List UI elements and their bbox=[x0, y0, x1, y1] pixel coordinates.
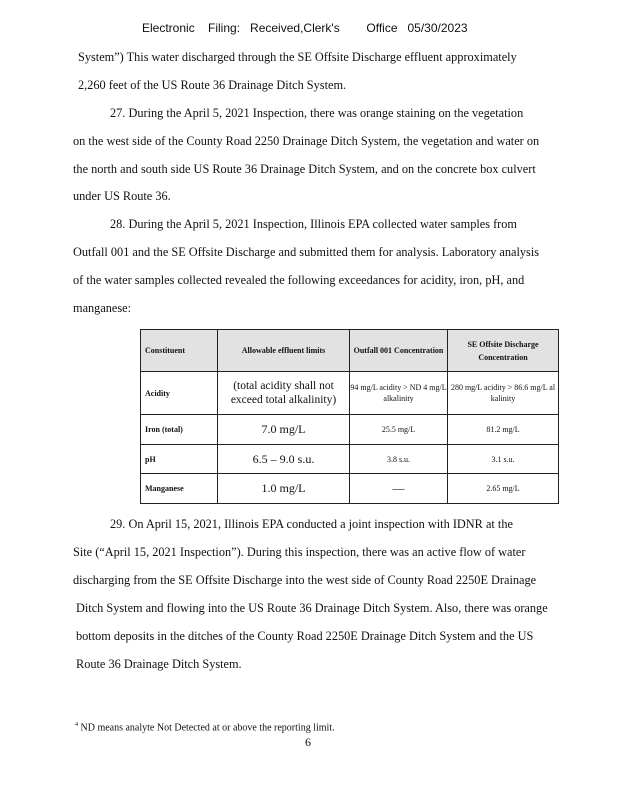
cell-outfall-001: — bbox=[350, 474, 448, 504]
cell-se-offsite: 2.65 mg/L bbox=[448, 474, 559, 504]
filing-header: Electronic Filing: Received,Clerk's Office 05/30/2023 bbox=[142, 21, 468, 35]
body-line-15: bottom deposits in the ditches of the County Road 2250E Drainage Ditch System and the US bbox=[76, 629, 534, 643]
body-line-6: under US Route 36. bbox=[73, 189, 171, 203]
footnote-text: ND means analyte Not Detected at or above the reporting limit. bbox=[78, 722, 335, 734]
body-line-14: Ditch System and flowing into the US Route 36 Drainage Ditch System. Also, there was orange bbox=[76, 601, 548, 615]
exceedance-table bbox=[140, 329, 559, 504]
body-line-16: Route 36 Drainage Ditch System. bbox=[76, 657, 242, 671]
footnote bbox=[75, 722, 335, 733]
header-outfall-001: Outfall 001 Concentration bbox=[350, 330, 448, 372]
table-row bbox=[141, 372, 559, 415]
cell-allowable: 6.5 – 9.0 s.u. bbox=[218, 445, 350, 474]
cell-se-offsite: 280 mg/L acidity > 86.6 mg/L al kalinity bbox=[448, 372, 559, 415]
cell-allowable: 1.0 mg/L bbox=[218, 474, 350, 504]
body-line-12: Site (“April 15, 2021 Inspection”). During this inspection, there was an active flow of water bbox=[73, 545, 526, 559]
header-se-offsite: SE Offsite Discharge Concentration bbox=[448, 330, 559, 372]
body-line-10: manganese: bbox=[73, 301, 132, 315]
paragraph-27-start: 27. During the April 5, 2021 Inspection, there was orange staining on the vegetation bbox=[110, 106, 524, 120]
cell-se-offsite: 81.2 mg/L bbox=[448, 415, 559, 445]
body-line-4: on the west side of the County Road 2250 Drainage Ditch System, the vegetation and water on bbox=[73, 134, 540, 148]
cell-se-offsite: 3.1 s.u. bbox=[448, 445, 559, 474]
paragraph-29-start: 29. On April 15, 2021, Illinois EPA conducted a joint inspection with IDNR at the bbox=[110, 517, 513, 531]
cell-outfall-001: 3.8 s.u. bbox=[350, 445, 448, 474]
cell-constituent: Iron (total) bbox=[141, 415, 218, 445]
body-line-9: of the water samples collected revealed the following exceedances for acidity, iron, pH, and bbox=[73, 273, 525, 287]
body-line-8: Outfall 001 and the SE Offsite Discharge and submitted them for analysis. Laboratory analysis bbox=[73, 245, 540, 259]
cell-allowable: (total acidity shall not exceed total alkalinity) bbox=[218, 372, 350, 415]
header-constituent: Constituent bbox=[141, 330, 218, 372]
cell-outfall-001: 25.5 mg/L bbox=[350, 415, 448, 445]
body-line-13: discharging from the SE Offsite Discharge into the west side of County Road 2250E Drainage bbox=[73, 573, 537, 587]
cell-outfall-001: 94 mg/L acidity > ND 4 mg/L alkalinity bbox=[350, 372, 448, 415]
cell-allowable: 7.0 mg/L bbox=[218, 415, 350, 445]
header-allowable-limits: Allowable effluent limits bbox=[218, 330, 350, 372]
cell-constituent: pH bbox=[141, 445, 218, 474]
table-row bbox=[141, 474, 559, 504]
body-line-1: System”) This water discharged through the SE Offsite Discharge effluent approximately bbox=[78, 50, 517, 64]
cell-constituent: Acidity bbox=[141, 372, 218, 415]
page-number: 6 bbox=[305, 735, 311, 749]
body-line-2: 2,260 feet of the US Route 36 Drainage Ditch System. bbox=[78, 78, 347, 92]
table-row bbox=[141, 415, 559, 445]
table-header-row bbox=[141, 330, 559, 372]
footnote-marker: 4 bbox=[75, 722, 78, 728]
cell-constituent: Manganese bbox=[141, 474, 218, 504]
body-line-5: the north and south side US Route 36 Drainage Ditch System, and on the concrete box culvert bbox=[73, 162, 536, 176]
table-row bbox=[141, 445, 559, 474]
paragraph-28-start: 28. During the April 5, 2021 Inspection, Illinois EPA collected water samples from bbox=[110, 217, 517, 231]
